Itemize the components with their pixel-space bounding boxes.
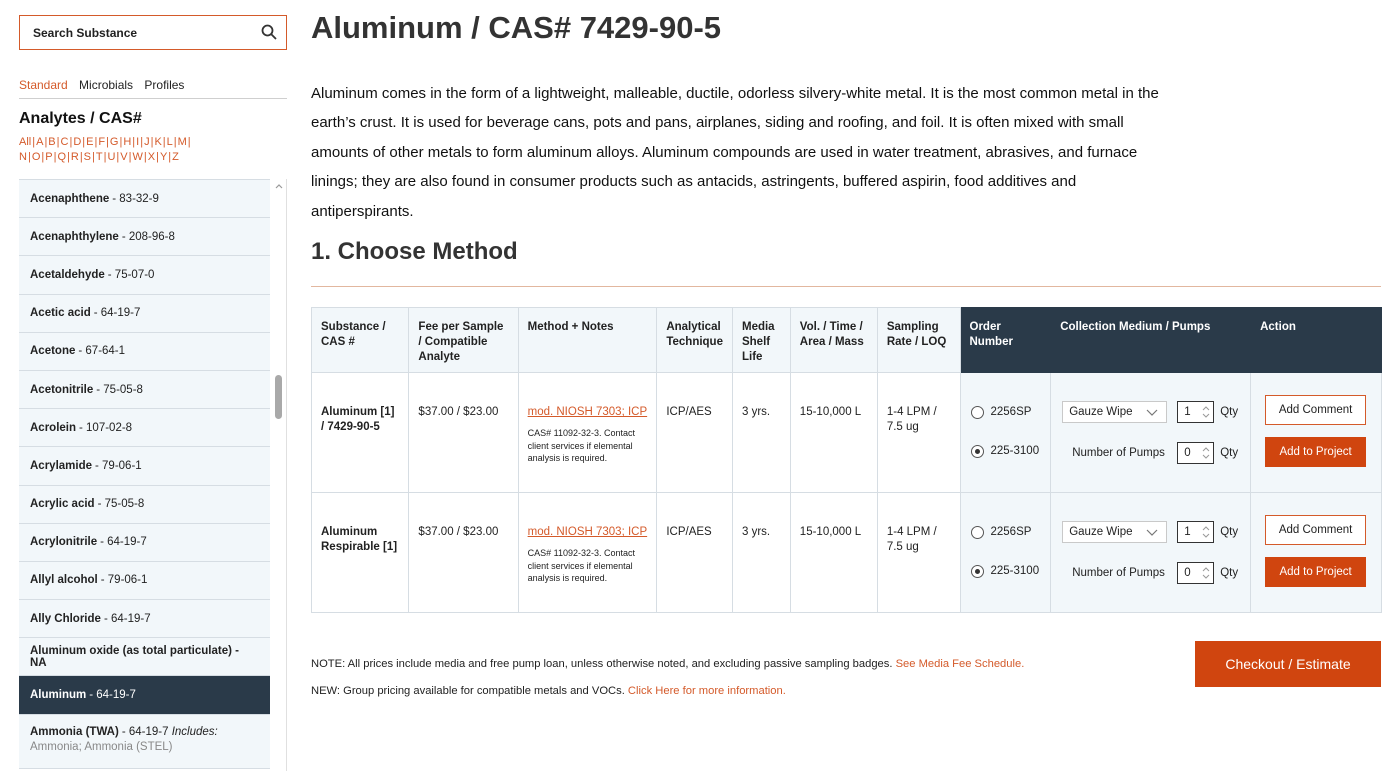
analyte-name: Aluminum	[30, 689, 87, 702]
cell-shelf-life: 3 yrs.	[732, 373, 790, 493]
analyte-cas: - 75-07-0	[107, 268, 155, 281]
alpha-separator: |	[173, 136, 177, 148]
table-row	[312, 493, 1382, 613]
header-collection: Collection Medium / Pumps	[1051, 308, 1251, 373]
section-divider	[311, 286, 1381, 287]
pumps-stepper[interactable]	[1177, 442, 1214, 464]
alpha-letter[interactable]: M	[177, 136, 187, 148]
alpha-letter[interactable]: S	[83, 151, 92, 163]
alpha-letter[interactable]: All	[19, 136, 32, 148]
order-number-label: 2256SP	[990, 526, 1032, 538]
alpha-letter[interactable]: Z	[172, 151, 179, 163]
alpha-separator: |	[116, 151, 120, 163]
analyte-cas: - 64-19-7	[121, 725, 169, 738]
method-link[interactable]: mod. NIOSH 7303; ICP	[527, 526, 648, 538]
collection-medium-select[interactable]	[1062, 521, 1167, 543]
analyte-name: Ammonia (TWA)	[30, 725, 119, 738]
analyte-includes: Ammonia; Ammonia (STEL)	[30, 740, 173, 753]
alpha-separator: |	[32, 136, 36, 148]
table-row	[312, 373, 1382, 493]
header-sampling-rate: Sampling Rate / LOQ	[877, 308, 960, 373]
alpha-separator: |	[156, 151, 159, 163]
list-item-ammonia[interactable]	[19, 715, 270, 769]
cell-fee: $37.00 / $23.00	[409, 493, 518, 613]
header-technique: Analytical Technique	[657, 308, 733, 373]
note-group-text: NEW: Group pricing available for compatible metals and VOCs.	[311, 684, 625, 697]
alpha-separator: |	[53, 151, 57, 163]
alpha-separator: |	[119, 136, 123, 148]
radio-button[interactable]	[971, 406, 984, 419]
media-fee-link[interactable]: See Media Fee Schedule.	[895, 658, 1025, 670]
alpha-separator: |	[27, 151, 31, 163]
order-option[interactable]	[971, 564, 1042, 579]
quantity-stepper[interactable]	[1177, 521, 1214, 543]
list-item[interactable]	[19, 371, 270, 409]
scroll-thumb[interactable]	[275, 375, 282, 419]
chevron-down-icon	[1146, 407, 1158, 417]
alpha-separator: |	[41, 151, 45, 163]
list-item[interactable]	[19, 256, 270, 294]
stepper-arrows-icon[interactable]	[1202, 525, 1210, 539]
alpha-letter[interactable]: P	[45, 151, 53, 163]
analyte-cas: - 83-32-9	[112, 192, 159, 205]
alpha-letter[interactable]: T	[95, 151, 103, 163]
alpha-separator: |	[168, 151, 172, 163]
header-action: Action	[1251, 308, 1382, 373]
cell-substance: Aluminum [1] / 7429-90-5	[312, 373, 409, 493]
order-number-label: 2256SP	[990, 406, 1032, 418]
qty-label: Qty	[1220, 525, 1239, 538]
list-item[interactable]	[19, 180, 270, 218]
selected-medium: Gauze Wipe	[1069, 405, 1133, 418]
alpha-separator: |	[67, 151, 70, 163]
order-option[interactable]	[971, 444, 1042, 459]
order-number-label: 225-3100	[990, 445, 1040, 457]
alpha-separator: |	[82, 136, 86, 148]
note-group-pricing	[311, 678, 1024, 705]
stepper-arrows-icon[interactable]	[1202, 405, 1210, 419]
alphabet-row	[19, 135, 269, 150]
alpha-letter[interactable]: B	[48, 136, 56, 148]
order-option[interactable]	[971, 525, 1042, 540]
notes	[311, 651, 1024, 704]
alpha-separator: |	[69, 136, 73, 148]
analyte-name: Acetic acid	[30, 307, 91, 320]
alphabet-filter	[19, 135, 269, 165]
alpha-separator: |	[140, 136, 144, 148]
cell-substance: Aluminum Respirable [1]	[312, 493, 409, 613]
cell-volume: 15-10,000 L	[790, 373, 877, 493]
analyte-cas: - 64-19-7	[100, 536, 147, 549]
analyte-name: Acrylic acid	[30, 498, 95, 511]
pumps-row	[1062, 562, 1241, 584]
radio-button[interactable]	[971, 565, 984, 578]
alpha-separator: |	[187, 136, 191, 148]
analyte-name: Acrolein	[30, 421, 77, 434]
alpha-letter[interactable]: E	[86, 136, 94, 148]
tab-profiles[interactable]: Profiles	[144, 78, 185, 92]
analyte-name: Acetonitrile	[30, 383, 94, 396]
quantity-stepper[interactable]	[1177, 401, 1214, 423]
alpha-letter[interactable]: Y	[159, 151, 168, 163]
radio-button[interactable]	[971, 445, 984, 458]
alpha-letter[interactable]: X	[147, 151, 156, 163]
list-item[interactable]	[19, 447, 270, 485]
tab-standard[interactable]: Standard	[19, 78, 68, 92]
list-item[interactable]	[19, 409, 270, 447]
more-info-link[interactable]: Click Here for more information.	[627, 684, 786, 697]
add-to-project-button[interactable]: Add to Project	[1265, 437, 1366, 467]
pumps-label: Number of Pumps	[1072, 446, 1165, 459]
alpha-letter[interactable]: J	[144, 136, 150, 148]
cell-sampling-rate: 1-4 LPM / 7.5 ug	[877, 493, 960, 613]
pumps-value: 0	[1184, 566, 1191, 579]
methods-table	[311, 307, 1382, 613]
analyte-name: Acenaphthene	[30, 192, 110, 205]
analyte-cas: - 208-96-8	[121, 230, 175, 243]
cell-order-number	[960, 373, 1051, 493]
search-input[interactable]	[20, 16, 250, 49]
analyte-cas: - 75-05-8	[97, 498, 145, 511]
list-item[interactable]	[19, 333, 270, 371]
alpha-separator: |	[94, 136, 98, 148]
note-pricing-text: NOTE: All prices include media and free pump loan, unless otherwise noted, and excluding passive sampling badges.	[311, 658, 893, 670]
quantity-value: 1	[1184, 525, 1191, 538]
analyte-cas: - 79-06-1	[95, 459, 142, 472]
medium-row	[1062, 521, 1241, 543]
header-order-number: Order Number	[960, 308, 1051, 373]
list-item[interactable]	[19, 295, 270, 333]
alphabet-row	[19, 150, 269, 165]
sidebar	[0, 0, 300, 771]
alpha-letter[interactable]: R	[70, 151, 79, 163]
stepper-arrows-icon[interactable]	[1202, 566, 1210, 580]
cell-method	[518, 373, 657, 493]
alpha-letter[interactable]: F	[98, 136, 106, 148]
pumps-value: 0	[1184, 446, 1191, 459]
pumps-stepper[interactable]	[1177, 562, 1214, 584]
radio-button[interactable]	[971, 526, 984, 539]
add-comment-button[interactable]: Add Comment	[1265, 395, 1366, 425]
alpha-separator: |	[106, 136, 109, 148]
cell-method	[518, 493, 657, 613]
analyte-cas: - 67-64-1	[78, 345, 126, 358]
analyte-cas: - 107-02-8	[79, 421, 133, 434]
analyte-name: Acenaphthylene	[30, 230, 119, 243]
chevron-down-icon	[1146, 527, 1158, 537]
search-box	[19, 15, 287, 50]
alpha-letter[interactable]: N	[19, 151, 27, 163]
cell-volume: 15-10,000 L	[790, 493, 877, 613]
alpha-letter[interactable]: U	[107, 151, 116, 163]
header-volume: Vol. / Time / Area / Mass	[790, 308, 877, 373]
alpha-letter[interactable]: O	[31, 151, 41, 163]
alpha-letter[interactable]: G	[109, 136, 119, 148]
analyte-name: Allyl alcohol	[30, 574, 98, 587]
alpha-letter[interactable]: C	[60, 136, 69, 148]
analyte-cas: - 75-05-8	[96, 383, 143, 396]
alpha-separator: |	[150, 136, 154, 148]
analyte-cas: - 79-06-1	[100, 574, 148, 587]
cell-action	[1251, 373, 1382, 493]
method-link[interactable]: mod. NIOSH 7303; ICP	[527, 406, 648, 418]
analyte-cas: - 64-19-7	[103, 612, 151, 625]
alpha-separator: |	[44, 136, 48, 148]
list-item[interactable]	[19, 524, 270, 562]
add-comment-button[interactable]: Add Comment	[1265, 515, 1366, 545]
cell-technique: ICP/AES	[657, 373, 733, 493]
table-header-row	[312, 308, 1382, 373]
alpha-letter[interactable]: I	[136, 136, 140, 148]
list-item[interactable]	[19, 562, 270, 600]
analyte-cas: - 64-19-7	[89, 689, 136, 702]
cell-technique: ICP/AES	[657, 493, 733, 613]
alpha-letter[interactable]: K	[154, 136, 162, 148]
alpha-separator: |	[103, 151, 107, 163]
list-scrollbar[interactable]	[272, 179, 286, 771]
cell-action	[1251, 493, 1382, 613]
selected-medium: Gauze Wipe	[1069, 525, 1133, 538]
alpha-separator: |	[128, 151, 132, 163]
checkout-button[interactable]: Checkout / Estimate	[1195, 641, 1381, 687]
qty-label: Qty	[1220, 405, 1239, 418]
cell-shelf-life: 3 yrs.	[732, 493, 790, 613]
analyte-includes-label: Includes:	[171, 725, 218, 738]
quantity-value: 1	[1184, 405, 1191, 418]
order-number-label: 225-3100	[990, 565, 1040, 577]
header-method: Method + Notes	[518, 308, 657, 373]
cell-fee: $37.00 / $23.00	[409, 373, 518, 493]
analyte-name: Acrylamide	[30, 459, 93, 472]
list-item[interactable]	[19, 676, 270, 714]
alpha-letter[interactable]: W	[132, 151, 143, 163]
cell-collection	[1051, 373, 1251, 493]
tab-microbials[interactable]: Microbials	[79, 78, 134, 92]
list-item[interactable]	[19, 218, 270, 256]
alpha-letter[interactable]: Q	[57, 151, 66, 163]
alpha-separator: |	[162, 136, 166, 148]
analytes-title: Analytes / CAS#	[19, 110, 142, 127]
method-note: CAS# 11092-32-3. Contact client services if elemental analysis is required.	[527, 548, 636, 583]
pumps-label: Number of Pumps	[1072, 566, 1165, 579]
alpha-separator: |	[143, 151, 147, 163]
alpha-separator: |	[56, 136, 60, 148]
list-item[interactable]	[19, 638, 270, 676]
qty-label: Qty	[1220, 566, 1239, 579]
qty-label: Qty	[1220, 446, 1239, 459]
section-title: 1. Choose Method	[311, 238, 518, 265]
pumps-row	[1062, 442, 1241, 464]
analyte-name: Acetone	[30, 345, 76, 358]
analyte-list	[19, 179, 270, 771]
analyte-name: Aluminum oxide (as total particulate) - NA	[30, 644, 239, 669]
cell-order-number	[960, 493, 1051, 613]
alpha-letter[interactable]: V	[120, 151, 128, 163]
alpha-letter[interactable]: H	[123, 136, 132, 148]
header-shelf-life: Media Shelf Life	[732, 308, 790, 373]
collection-medium-select[interactable]	[1062, 401, 1167, 423]
alpha-separator: |	[79, 151, 83, 163]
analyte-name: Acetaldehyde	[30, 268, 105, 281]
add-to-project-button[interactable]: Add to Project	[1265, 557, 1366, 587]
search-icon[interactable]	[261, 24, 277, 40]
substance-description: Aluminum comes in the form of a lightweight, malleable, ductile, odorless silvery-white metal. It is the most common metal in the earth’s crust. It is used for beverage cans, pots and pans, airplanes, siding and roofing, and foil. It is often mixed with small amounts of other metals to form aluminum alloys. Aluminum compounds are used in water treatment, abrasives, and furnace linings; they are also found in consumer products such as antacids, astringents, buffered aspirin, food additives and antiperspirants.	[311, 85, 1159, 220]
page-title: Aluminum / CAS# 7429-90-5	[311, 10, 722, 45]
alpha-separator: |	[132, 136, 136, 148]
alpha-separator: |	[92, 151, 95, 163]
medium-row	[1062, 401, 1241, 423]
note-pricing	[311, 651, 1024, 678]
list-item[interactable]	[19, 486, 270, 524]
cell-sampling-rate: 1-4 LPM / 7.5 ug	[877, 373, 960, 493]
order-option[interactable]	[971, 405, 1042, 420]
scroll-up-icon[interactable]	[274, 181, 284, 191]
analyte-name: Ally Chloride	[30, 612, 101, 625]
header-substance: Substance / CAS #	[312, 308, 409, 373]
analyte-name: Acrylonitrile	[30, 536, 98, 549]
alpha-letter[interactable]: D	[73, 136, 82, 148]
sidebar-divider	[286, 179, 287, 771]
cell-collection	[1051, 493, 1251, 613]
type-tabs	[19, 78, 287, 99]
analyte-cas: - 64-19-7	[93, 307, 141, 320]
header-fee: Fee per Sample / Compatible Analyte	[409, 308, 518, 373]
list-item[interactable]	[19, 600, 270, 638]
alpha-letter[interactable]: A	[36, 136, 44, 148]
method-note: CAS# 11092-32-3. Contact client services if elemental analysis is required.	[527, 428, 636, 463]
stepper-arrows-icon[interactable]	[1202, 446, 1210, 460]
alpha-letter[interactable]: L	[166, 136, 173, 148]
